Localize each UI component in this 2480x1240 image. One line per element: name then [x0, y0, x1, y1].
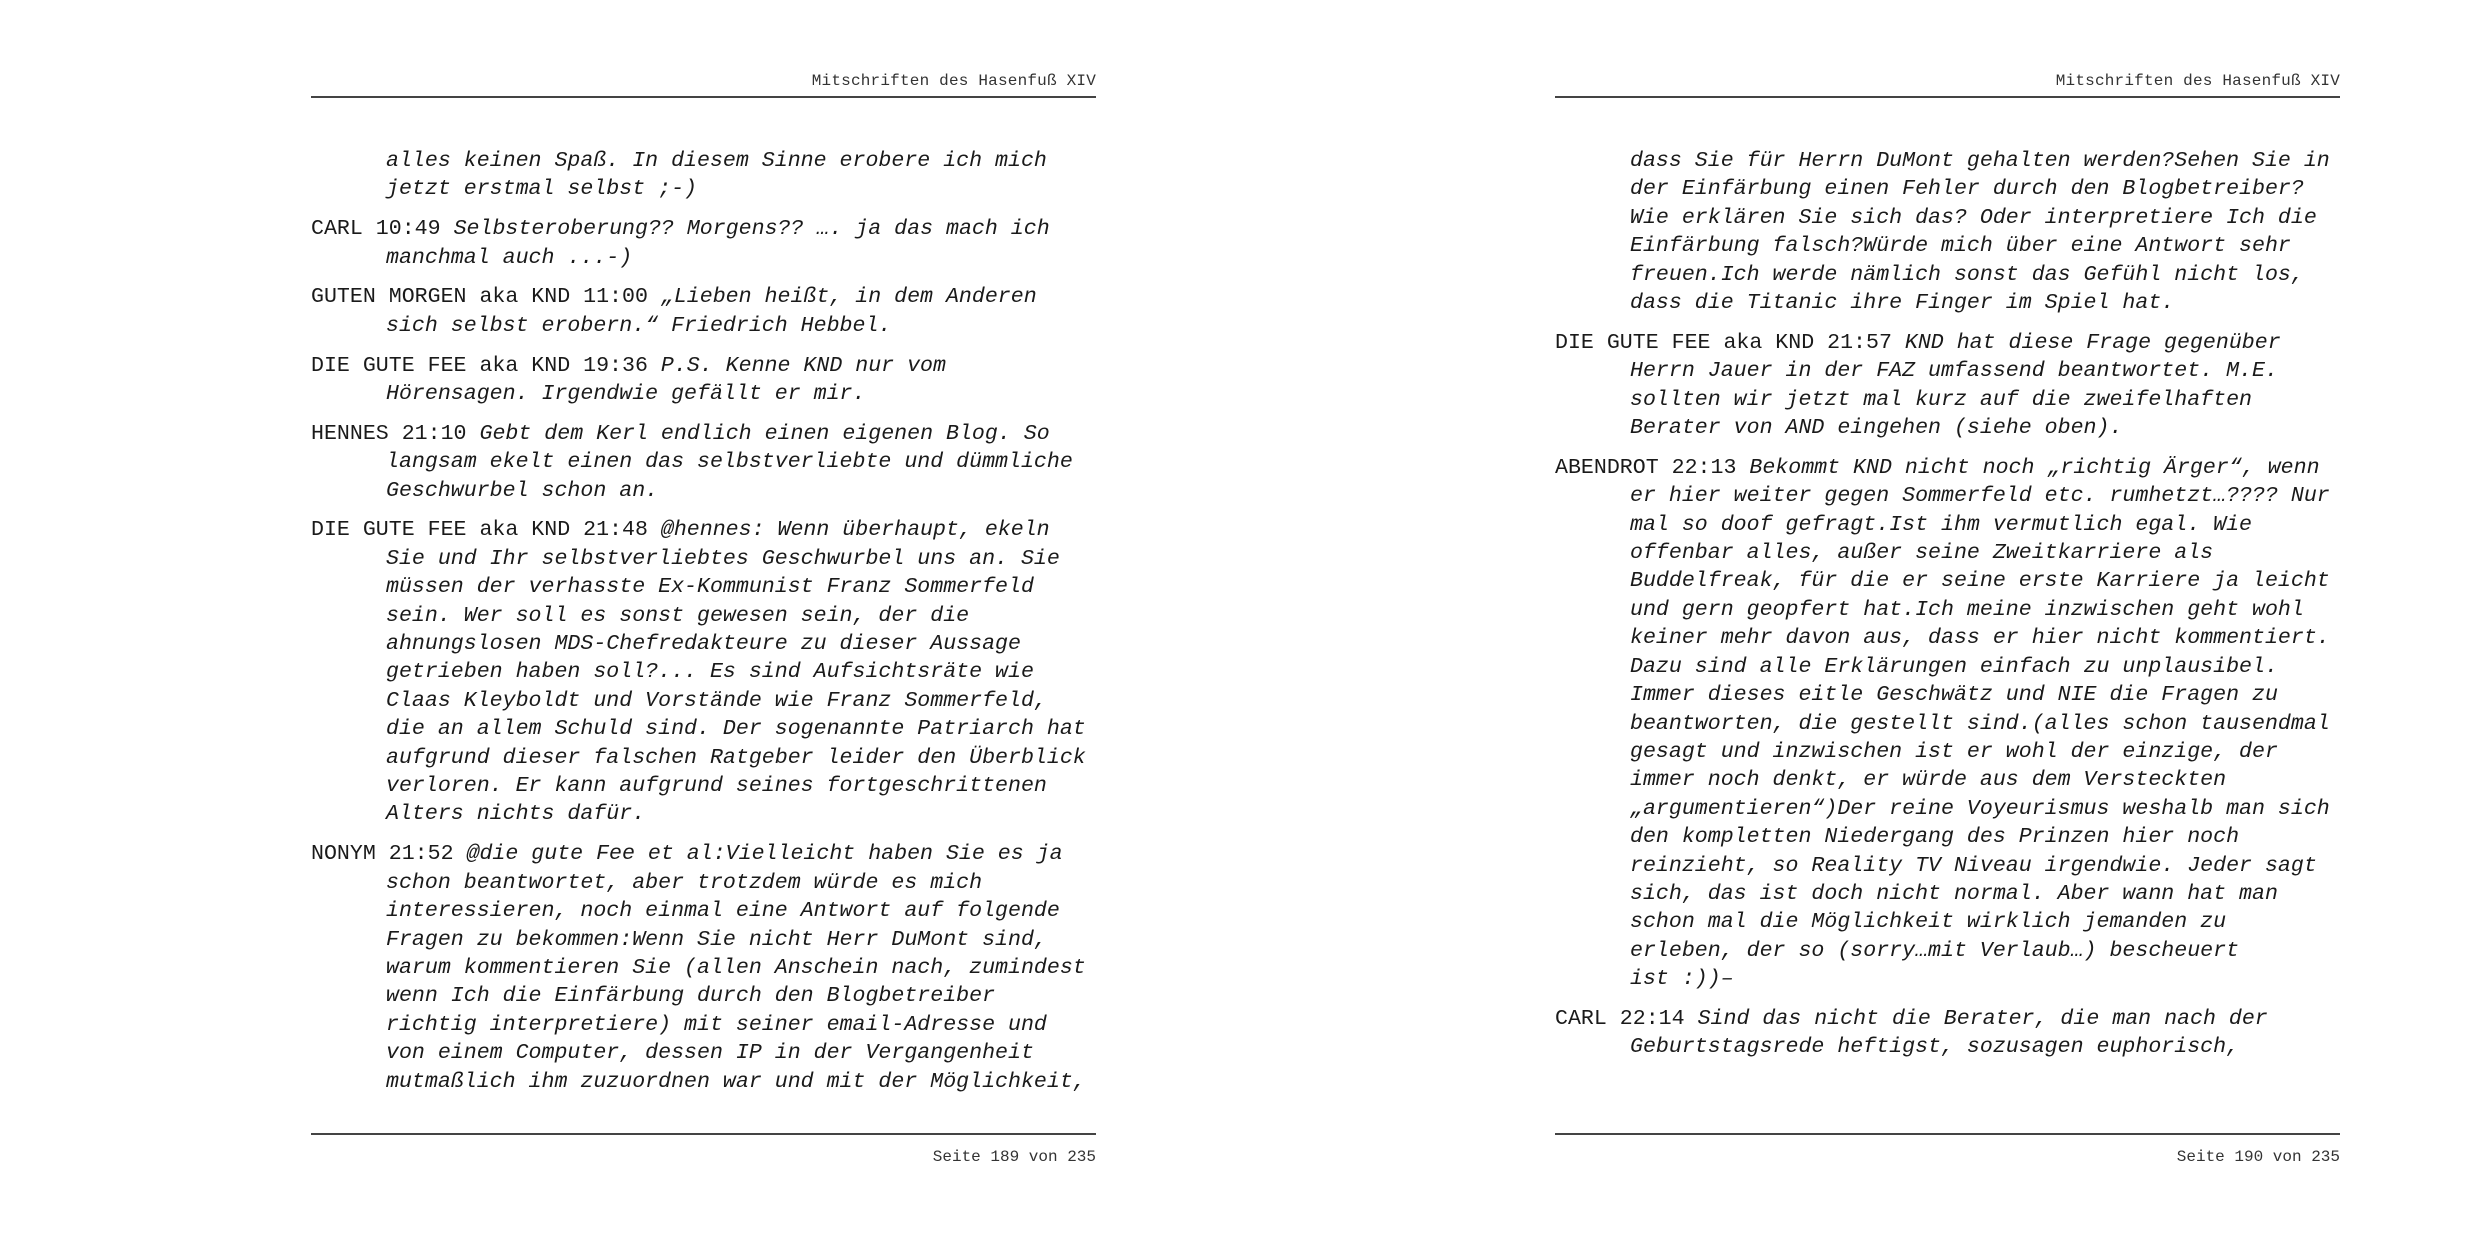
comment-text-line: Berater von AND eingehen (siehe oben).	[1630, 416, 2123, 441]
comment-text-line: ist :))–	[1630, 967, 1734, 992]
running-header: Mitschriften des Hasenfuß XIV	[811, 72, 1096, 90]
comment-text: P.S. Kenne KND nur vom	[660, 353, 946, 378]
comment-text-line: von einem Computer, dessen IP in der Vergangenheit	[386, 1041, 1034, 1066]
comment-text: Bekommt KND nicht noch „richtig Ärger“, wenn	[1749, 455, 2320, 480]
comment-text-line: Fragen zu bekommen:Wenn Sie nicht Herr DuMont sind,	[386, 927, 1047, 952]
comment-text-line: jetzt erstmal selbst ;-)	[386, 177, 698, 202]
comment-text-line: die an allem Schuld sind. Der sogenannte Patriarch hat	[386, 717, 1086, 742]
comment-text-line: warum kommentieren Sie (allen Anschein nach, zumindest	[386, 955, 1086, 980]
page-right	[1555, 0, 2340, 1240]
comment-text-line: wenn Ich die Einfärbung durch den Blogbetreiber	[386, 984, 996, 1009]
header-rule	[311, 96, 1096, 98]
comment-text-line: Immer dieses eitle Geschwätz und NIE die Fragen zu	[1630, 683, 2278, 708]
comment-author: ABENDROT 22:13	[1555, 455, 1737, 480]
comment-author: HENNES 21:10	[311, 421, 467, 446]
comment-text-line: Sie und Ihr selbstverliebtes Geschwurbel uns an. Sie	[386, 546, 1060, 571]
comment-text: Sind das nicht die Berater, die man nach der	[1697, 1006, 2268, 1031]
comment-text-line: reinzieht, so Reality TV Niveau irgendwie. Jeder sagt	[1630, 853, 2317, 878]
comment-author: CARL 10:49	[311, 217, 441, 242]
comment-first-line	[1555, 147, 2340, 175]
comment-text-line: sollten wir jetzt mal kurz auf die zweifelhaften	[1630, 387, 2253, 412]
comment-first-line	[311, 840, 1096, 868]
comment-text-line: müssen der verhasste Ex-Kommunist Franz Sommerfeld	[386, 575, 1034, 600]
comment-text: alles keinen Spaß. In diesem Sinne erobere ich mich	[386, 149, 1047, 173]
comment-entry	[1555, 147, 2340, 317]
comment-entry	[1555, 454, 2340, 994]
comment-text: Gebt dem Kerl endlich einen eigenen Blog. So	[479, 421, 1050, 446]
comment-text-line: ahnungslosen MDS-Chefredakteure zu dieser Aussage	[386, 632, 1021, 657]
comment-first-line	[311, 516, 1096, 544]
comment-text-line: schon mal die Möglichkeit wirklich jemanden zu	[1630, 910, 2227, 935]
comment-text: dass Sie für Herrn DuMont gehalten werden?Sehen Sie in	[1630, 149, 2330, 173]
comment-text-line: beantworten, die gestellt sind.(alles schon tausendmal	[1630, 711, 2330, 736]
comment-text-line: Dazu sind alle Erklärungen einfach zu unplausibel.	[1630, 654, 2278, 679]
comment-text: Selbsteroberung?? Morgens?? …. ja das mach ich	[453, 217, 1050, 242]
comment-text-line: richtig interpretiere) mit seiner email-Adresse und	[386, 1012, 1047, 1037]
comment-text-line: Hörensagen. Irgendwie gefällt er mir.	[386, 382, 866, 407]
comment-first-line	[1555, 454, 2340, 482]
comment-text-line: den kompletten Niedergang des Prinzen hier noch	[1630, 825, 2240, 850]
comment-text-line: dass die Titanic ihre Finger im Spiel hat.	[1630, 291, 2175, 316]
comment-text-line: mutmaßlich ihm zuzuordnen war und mit der Möglichkeit,	[386, 1069, 1086, 1094]
comment-first-line	[1555, 329, 2340, 357]
comment-first-line	[311, 215, 1096, 243]
comment-text-line: keiner mehr davon aus, dass er hier nicht kommentiert.	[1630, 626, 2330, 651]
comment-author: DIE GUTE FEE aka KND 21:57	[1555, 330, 1892, 355]
comment-author: DIE GUTE FEE aka KND 21:48	[311, 518, 648, 543]
comment-text-line: Einfärbung falsch?Würde mich über eine Antwort sehr	[1630, 234, 2291, 259]
comment-first-line	[311, 147, 1096, 175]
comment-text-line: der Einfärbung einen Fehler durch den Blogbetreiber?	[1630, 177, 2304, 202]
comment-entry	[311, 420, 1096, 505]
comment-text-line: langsam ekelt einen das selbstverliebte und dümmliche	[386, 450, 1073, 475]
comment-text-line: getrieben haben soll?... Es sind Aufsichtsräte wie	[386, 660, 1034, 685]
footer-rule	[1555, 1133, 2340, 1135]
comment-text-line: aufgrund dieser falschen Ratgeber leider den Überblick	[386, 745, 1086, 770]
comment-text: „Lieben heißt, in dem Anderen	[660, 285, 1037, 310]
comment-first-line	[311, 420, 1096, 448]
comment-entry	[311, 147, 1096, 204]
comment-text-line: offenbar alles, außer seine Zweitkarriere als	[1630, 541, 2214, 566]
footer-rule	[311, 1133, 1096, 1135]
comment-text: @die gute Fee et al:Vielleicht haben Sie es ja	[466, 842, 1063, 867]
comment-text-line: manchmal auch ...-)	[386, 245, 633, 270]
comment-text-line: „argumentieren“)Der reine Voyeurismus weshalb man sich	[1630, 796, 2330, 821]
comment-text-line: Alters nichts dafür.	[386, 802, 646, 827]
comment-text-line: Wie erklären Sie sich das? Oder interpretiere Ich die	[1630, 205, 2317, 230]
page-number: Seite 189 von 235	[932, 1148, 1096, 1166]
comment-text-line: Claas Kleyboldt und Vorstände wie Franz Sommerfeld,	[386, 688, 1047, 713]
header-rule	[1555, 96, 2340, 98]
comment-text-line: gesagt und inzwischen ist er wohl der einzige, der	[1630, 739, 2278, 764]
page-number: Seite 190 von 235	[2176, 1148, 2340, 1166]
page-body	[1555, 147, 2340, 1073]
comment-text: @hennes: Wenn überhaupt, ekeln	[660, 518, 1050, 543]
comment-first-line	[311, 352, 1096, 380]
comment-text-line: schon beantwortet, aber trotzdem würde es mich	[386, 870, 983, 895]
comment-entry	[311, 516, 1096, 828]
page-body	[311, 147, 1096, 1107]
comment-author: CARL 22:14	[1555, 1006, 1685, 1031]
comment-author: DIE GUTE FEE aka KND 19:36	[311, 353, 648, 378]
comment-author: NONYM 21:52	[311, 842, 454, 867]
comment-entry	[311, 352, 1096, 409]
comment-text-line: Buddelfreak, für die er seine erste Karriere ja leicht	[1630, 569, 2330, 594]
comment-text: KND hat diese Frage gegenüber	[1904, 330, 2281, 355]
comment-text-line: interessieren, noch einmal eine Antwort auf folgende	[386, 899, 1060, 924]
comment-text-line: freuen.Ich werde nämlich sonst das Gefühl nicht los,	[1630, 262, 2304, 287]
page-left	[311, 0, 1096, 1240]
comment-text-line: er hier weiter gegen Sommerfeld etc. rumhetzt…???? Nur	[1630, 484, 2330, 509]
comment-text-line: erleben, der so (sorry…mit Verlaub…) bescheuert	[1630, 938, 2240, 963]
comment-text-line: Geburtstagsrede heftigst, sozusagen euphorisch,	[1630, 1035, 2240, 1060]
comment-entry	[1555, 1005, 2340, 1062]
comment-text-line: Herrn Jauer in der FAZ umfassend beantwortet. M.E.	[1630, 359, 2278, 384]
comment-text-line: mal so doof gefragt.Ist ihm vermutlich egal. Wie	[1630, 512, 2253, 537]
comment-entry	[311, 283, 1096, 340]
comment-first-line	[1555, 1005, 2340, 1033]
comment-text-line: und gern geopfert hat.Ich meine inzwischen geht wohl	[1630, 597, 2304, 622]
comment-text-line: sich, das ist doch nicht normal. Aber wann hat man	[1630, 881, 2278, 906]
comment-text-line: immer noch denkt, er würde aus dem Versteckten	[1630, 768, 2227, 793]
comment-author: GUTEN MORGEN aka KND 11:00	[311, 285, 648, 310]
comment-first-line	[311, 283, 1096, 311]
comment-text-line: verloren. Er kann aufgrund seines fortgeschrittenen	[386, 774, 1047, 799]
running-header: Mitschriften des Hasenfuß XIV	[2055, 72, 2340, 90]
comment-text-line: sich selbst erobern.“ Friedrich Hebbel.	[386, 313, 892, 338]
comment-entry	[311, 840, 1096, 1096]
comment-text-line: sein. Wer soll es sonst gewesen sein, der die	[386, 603, 970, 628]
comment-text-line: Geschwurbel schon an.	[386, 478, 659, 503]
comment-entry	[311, 215, 1096, 272]
comment-entry	[1555, 329, 2340, 443]
